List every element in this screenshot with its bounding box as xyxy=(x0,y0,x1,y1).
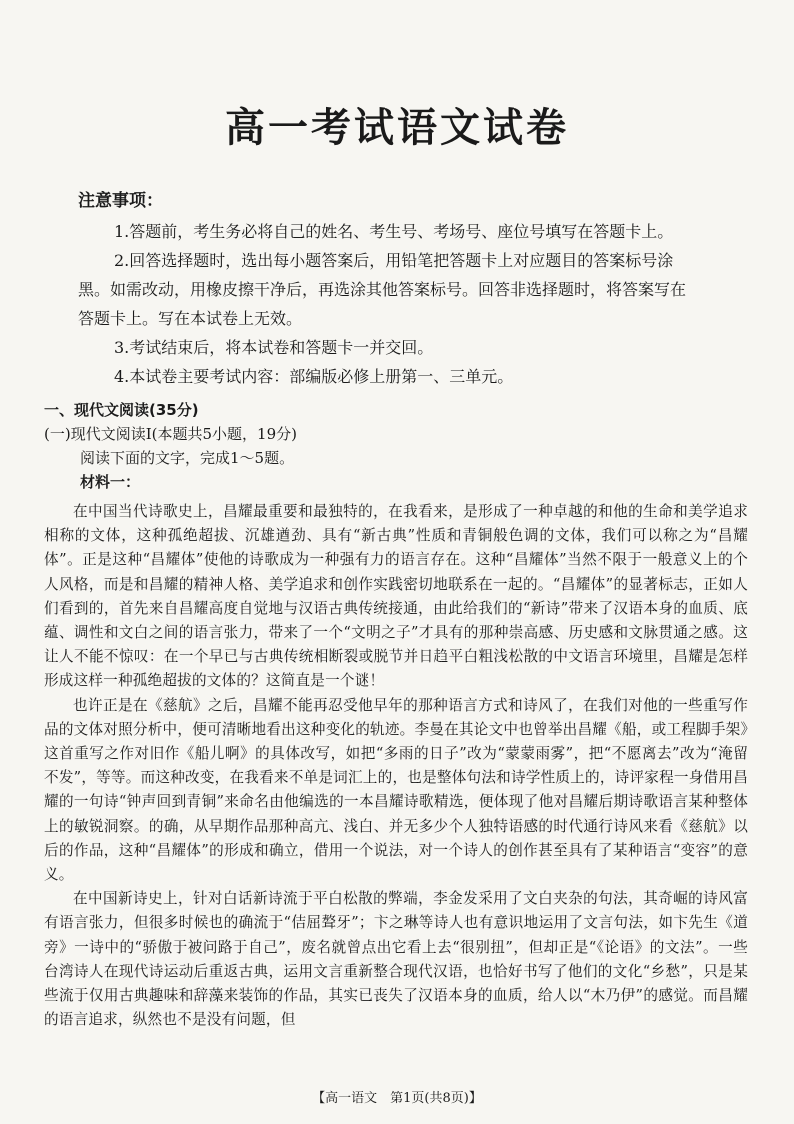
notice-item-4: 4.本试卷主要考试内容：部编版必修上册第一、三单元。 xyxy=(114,367,514,386)
notice-heading: 注意事项： xyxy=(78,191,163,211)
notice-item-1: 1.答题前，考生务必将自己的姓名、考生号、考场号、座位号填写在答题卡上。 xyxy=(114,222,674,241)
exam-title: 高一考试语文试卷 xyxy=(225,105,569,151)
page-footer: 【高一语文 第1页(共8页)】 xyxy=(312,1091,482,1106)
passage-paragraph-3: 在中国新诗史上，针对白话新诗流于平白松散的弊端，李金发采用了文白夹杂的句法，其奇崛的诗风富有语言张力，但很多时候也的确流于“佶屈聱牙”；卞之琳等诗人也有意识地运用了文言句法，如卞先生《道旁》一诗中的“骄傲于被问路于自己”，废名就曾点出它看上去“很别扭”，但却正是“《论语》的文法”。一些台湾诗人在现代诗运动后重返古典，运用文言重新整合现代汉语，也恰好书写了他们的文化“乡愁”，只是某些流于仅用古典趣味和辞藻来装饰的作品，其实已丧失了汉语本身的血质，给人以“木乃伊”的感觉。而昌耀的语言追求，纵然也不是没有问题，但 xyxy=(44,890,748,1029)
reading-instruction: 阅读下面的文字，完成1～5题。 xyxy=(80,449,295,467)
material-label: 材料一： xyxy=(80,473,141,491)
reading-passage xyxy=(44,500,748,1032)
notice-item-3: 3.考试结束后，将本试卷和答题卡一并交回。 xyxy=(114,338,434,357)
passage-paragraph-2: 也许正是在《慈航》之后，昌耀不能再忍受他早年的那种语言方式和诗风了，在我们对他的一些重写作品的文体对照分析中，便可清晰地看出这种变化的轨迹。李曼在其论文中也曾举出昌耀《船，或工程脚手架》这首重写之作对旧作《船儿啊》的具体改写，如把“多雨的日子”改为“蒙蒙雨雾”，把“不愿离去”改为“淹留不发”，等等。而这种改变，在我看来不单是词汇上的，也是整体句法和诗学性质上的，诗评家程一身借用昌耀的一句诗“钟声回到青铜”来命名由他编选的一本昌耀诗歌精选，便体现了他对昌耀后期诗歌语言某种整体上的敏锐洞察。的确，从早期作品那种高亢、浅白、并无多少个人独特语感的时代通行诗风来看《慈航》以后的作品，这种“昌耀体”的形成和确立，借用一个说法，对一个诗人的创作甚至具有了某种语言“变容”的意义。 xyxy=(44,696,748,884)
notice-item-2: 2.回答选择题时，选出每小题答案后，用铅笔把答题卡上对应题目的答案标号涂 xyxy=(114,251,674,270)
subsection-heading: (一)现代文阅读Ⅰ(本题共5小题，19分) xyxy=(44,425,297,443)
notice-item-2-cont: 黑。如需改动，用橡皮擦干净后，再选涂其他答案标号。回答非选择题时，将答案写在 xyxy=(78,280,687,299)
section-heading: 一、现代文阅读(35分) xyxy=(44,401,199,419)
passage-paragraph-1: 在中国当代诗歌史上，昌耀最重要和最独特的，在我看来，是形成了一种卓越的和他的生命和美学追求相称的文体，这种孤绝超拔、沉雄遒劲、具有“新古典”性质和青铜般色调的文体，我们可以称之为“昌耀体”。正是这种“昌耀体”使他的诗歌成为一种强有力的语言存在。这种“昌耀体”当然不限于一般意义上的个人风格，而是和昌耀的精神人格、美学追求和创作实践密切地联系在一起的。“昌耀体”的显著标志，正如人们看到的，首先来自昌耀高度自觉地与汉语古典传统接通，由此给我们的“新诗”带来了汉语本身的血质、底蕴、调性和文白之间的语言张力，带来了一个“文明之子”才具有的那种崇高感、历史感和文脉贯通之感。这让人不能不惊叹：在一个早已与古典传统相断裂或脱节并日趋平白粗浅松散的中文语言环境里，昌耀是怎样形成这样一种孤绝超拔的文体的？这简直是一个谜！ xyxy=(44,503,748,690)
section-header xyxy=(44,398,744,494)
notice-item-2-end: 答题卡上。写在本试卷上无效。 xyxy=(78,309,303,328)
notice-block xyxy=(78,186,718,391)
